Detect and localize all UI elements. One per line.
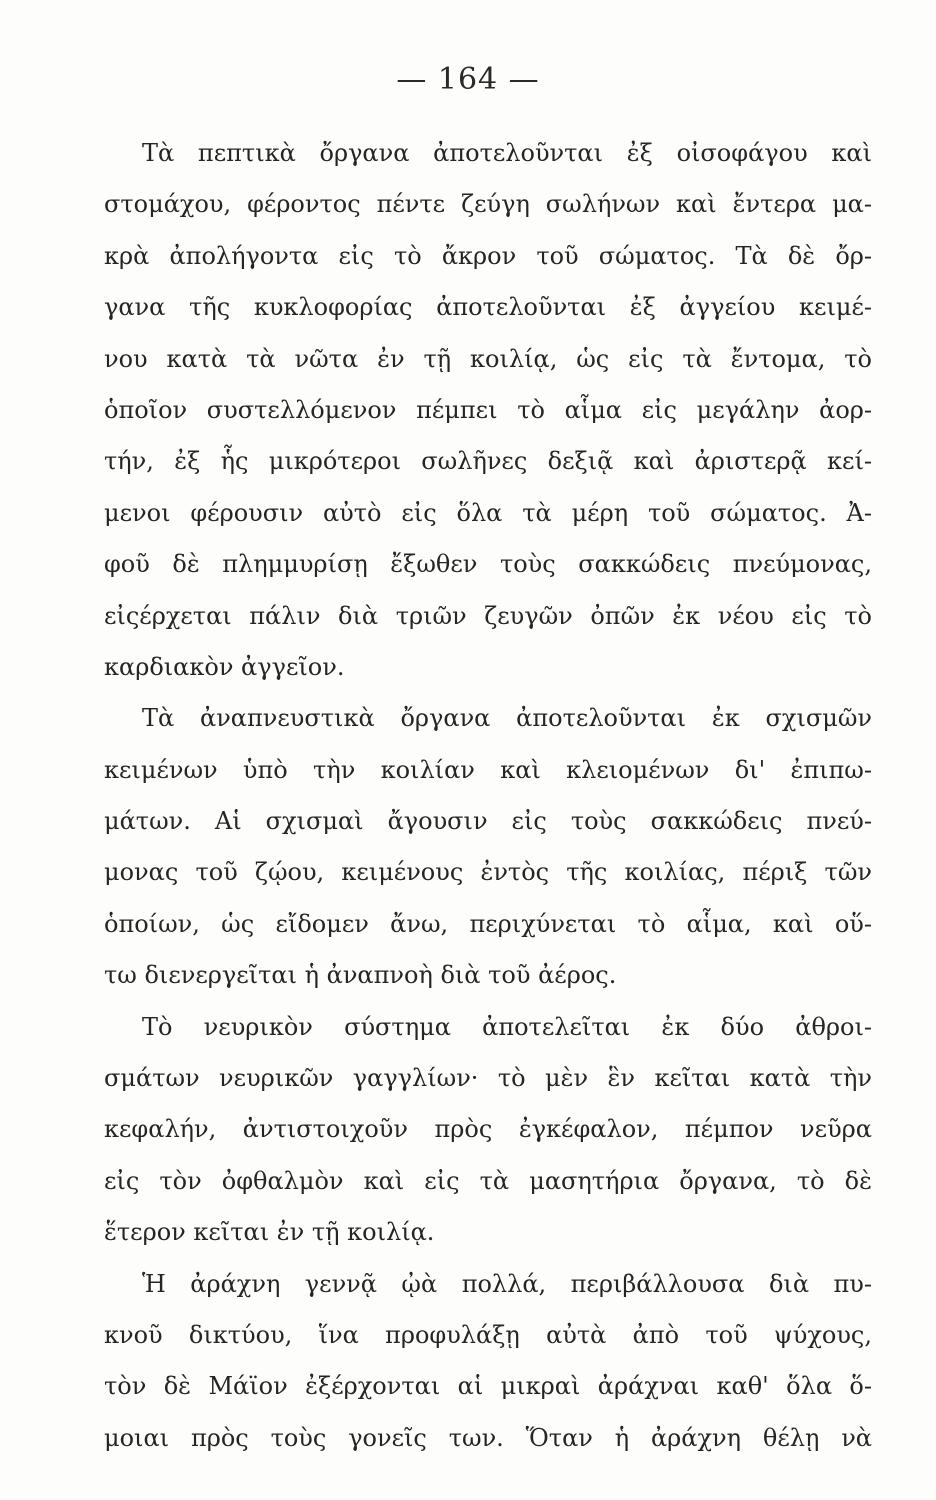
text-line: ὁποίων, ὡς εἴδομεν ἄνω, περιχύνεται τὸ αἷμα, καὶ οὕ-	[104, 909, 872, 938]
text-line: Ἡ ἀράχνη γεννᾷ ᾠὰ πολλά, περιβάλλουσα διὰ πυ-	[142, 1269, 872, 1298]
text-line: νου κατὰ τὰ νῶτα ἐν τῇ κοιλίᾳ, ὡς εἰς τὰ ἔντομα, τὸ	[104, 344, 872, 373]
text-line: κνοῦ δικτύου, ἵνα προφυλάξῃ αὐτὰ ἀπὸ τοῦ ψύχους,	[104, 1320, 872, 1349]
text-line: κρὰ ἀπολήγοντα εἰς τὸ ἄκρον τοῦ σώματος. Τὰ δὲ ὄρ-	[104, 241, 872, 270]
text-line: γανα τῆς κυκλοφορίας ἀποτελοῦνται ἐξ ἀγγείου κειμέ-	[104, 293, 872, 322]
text-line: μάτων. Αἱ σχισμαὶ ἄγουσιν εἰς τοὺς σακκώδεις πνεύ-	[104, 807, 872, 836]
text-line: Τὸ νευρικὸν σύστημα ἀποτελεῖται ἐκ δύο ἀθροι-	[142, 1012, 872, 1041]
text-line: τήν, ἐξ ἧς μικρότεροι σωλῆνες δεξιᾷ καὶ ἀριστερᾷ κεί-	[104, 447, 872, 476]
text-line: μονας τοῦ ζῴου, κειμένους ἐντὸς τῆς κοιλίας, πέριξ τῶν	[104, 858, 872, 887]
text-line: μοιαι πρὸς τοὺς γονεῖς των. Ὅταν ἡ ἀράχνη θέλῃ νὰ	[104, 1423, 872, 1452]
text-line: τὸν δὲ Μάϊον ἐξέρχονται αἱ μικραὶ ἀράχναι καθ' ὅλα ὅ-	[104, 1372, 872, 1401]
text-line: σμάτων νευρικῶν γαγγλίων· τὸ μὲν ἓν κεῖται κατὰ τὴν	[104, 1064, 872, 1093]
text-line: στομάχου, φέροντος πέντε ζεύγη σωλήνων καὶ ἔντερα μα-	[104, 190, 872, 219]
text-line: ἕτερον κεῖται ἐν τῇ κοιλίᾳ.	[104, 1218, 435, 1247]
text-line: μενοι φέρουσιν αὐτὸ εἰς ὅλα τὰ μέρη τοῦ σώματος. Ἀ-	[104, 498, 872, 527]
text-line: Τὰ ἀναπνευστικὰ ὄργανα ἀποτελοῦνται ἐκ σχισμῶν	[142, 704, 872, 733]
page-number: — 164 —	[396, 62, 540, 97]
text-line: καρδιακὸν ἀγγεῖον.	[104, 652, 345, 681]
text-line: κειμένων ὑπὸ τὴν κοιλίαν καὶ κλειομένων δι' ἐπιπω-	[104, 755, 872, 784]
text-line: Τὰ πεπτικὰ ὄργανα ἀποτελοῦνται ἐξ οἰσοφάγου καὶ	[142, 139, 872, 167]
text-line: εἰςέρχεται πάλιν διὰ τριῶν ζευγῶν ὀπῶν ἐκ νέου εἰς τὸ	[104, 601, 872, 630]
body-text	[104, 128, 872, 1464]
text-line: κεφαλήν, ἀντιστοιχοῦν πρὸς ἐγκέφαλον, πέμπον νεῦρα	[104, 1115, 872, 1144]
text-line: τω διενεργεῖται ἡ ἀναπνοὴ διὰ τοῦ ἀέρος.	[104, 961, 617, 990]
text-line: φοῦ δὲ πλημμυρίσῃ ἔξωθεν τοὺς σακκώδεις πνεύμονας,	[104, 550, 872, 579]
text-line: ὁποῖον συστελλόμενον πέμπει τὸ αἷμα εἰς μεγάλην ἀορ-	[104, 395, 872, 424]
text-line: εἰς τὸν ὀφθαλμὸν καὶ εἰς τὰ μασητήρια ὄργανα, τὸ δὲ	[104, 1166, 872, 1195]
